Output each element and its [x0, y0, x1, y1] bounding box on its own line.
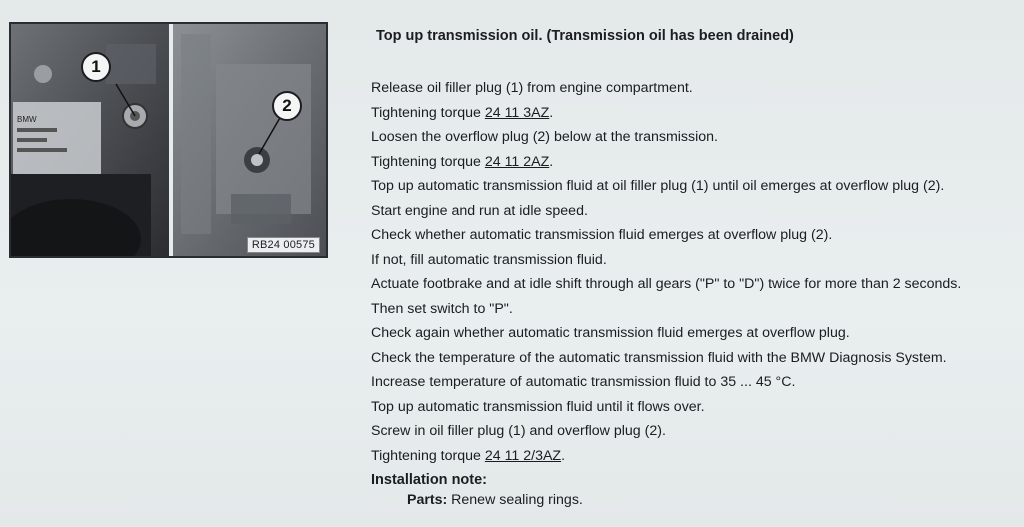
component-label: BMW: [17, 115, 37, 124]
step-4: Tightening torque 24 11 2AZ.: [371, 153, 554, 170]
step-8: If not, fill automatic transmission fluid.: [371, 251, 607, 268]
torque-link[interactable]: 24 11 2/3AZ: [484, 447, 562, 464]
step-11: Check again whether automatic transmission fluid emerges at overflow plug.: [371, 325, 850, 341]
installation-note-parts: Parts: Renew sealing rings.: [407, 492, 583, 508]
step-16: Tightening torque 24 11 2/3AZ.: [371, 447, 566, 464]
step-2: Tightening torque 24 11 3AZ.: [371, 104, 554, 121]
transmission-photo: [11, 24, 326, 256]
step-12: Check the temperature of the automatic transmission fluid with the BMW Diagnosis System.: [371, 349, 947, 366]
step-6: Start engine and run at idle speed.: [371, 202, 588, 219]
figure-code: RB24 00575: [247, 237, 320, 253]
torque-link[interactable]: 24 11 2AZ: [484, 153, 550, 170]
callout-1: 1: [81, 52, 111, 82]
step-14: Top up automatic transmission fluid until it flows over.: [371, 398, 705, 415]
step-13: Increase temperature of automatic transmission fluid to 35 ... 45 °C.: [371, 374, 796, 390]
transmission-figure: [9, 22, 328, 258]
step-9: Actuate footbrake and at idle shift through all gears ("P" to "D") twice for more than 2 seconds.: [371, 276, 962, 292]
step-5: Top up automatic transmission fluid at oil filler plug (1) until oil emerges at overflow plug (2).: [371, 178, 945, 194]
step-list: [371, 78, 961, 470]
step-3: Loosen the overflow plug (2) below at the transmission.: [371, 129, 718, 145]
step-1: Release oil filler plug (1) from engine compartment.: [371, 80, 693, 96]
installation-note-title: Installation note:: [371, 472, 487, 488]
step-10: Then set switch to "P".: [371, 300, 513, 317]
torque-link[interactable]: 24 11 3AZ: [484, 104, 550, 121]
callout-2: 2: [272, 91, 302, 121]
page-title: Top up transmission oil. (Transmission oil has been drained): [376, 28, 794, 44]
step-15: Screw in oil filler plug (1) and overflow plug (2).: [371, 423, 666, 439]
step-7: Check whether automatic transmission fluid emerges at overflow plug (2).: [371, 227, 833, 243]
